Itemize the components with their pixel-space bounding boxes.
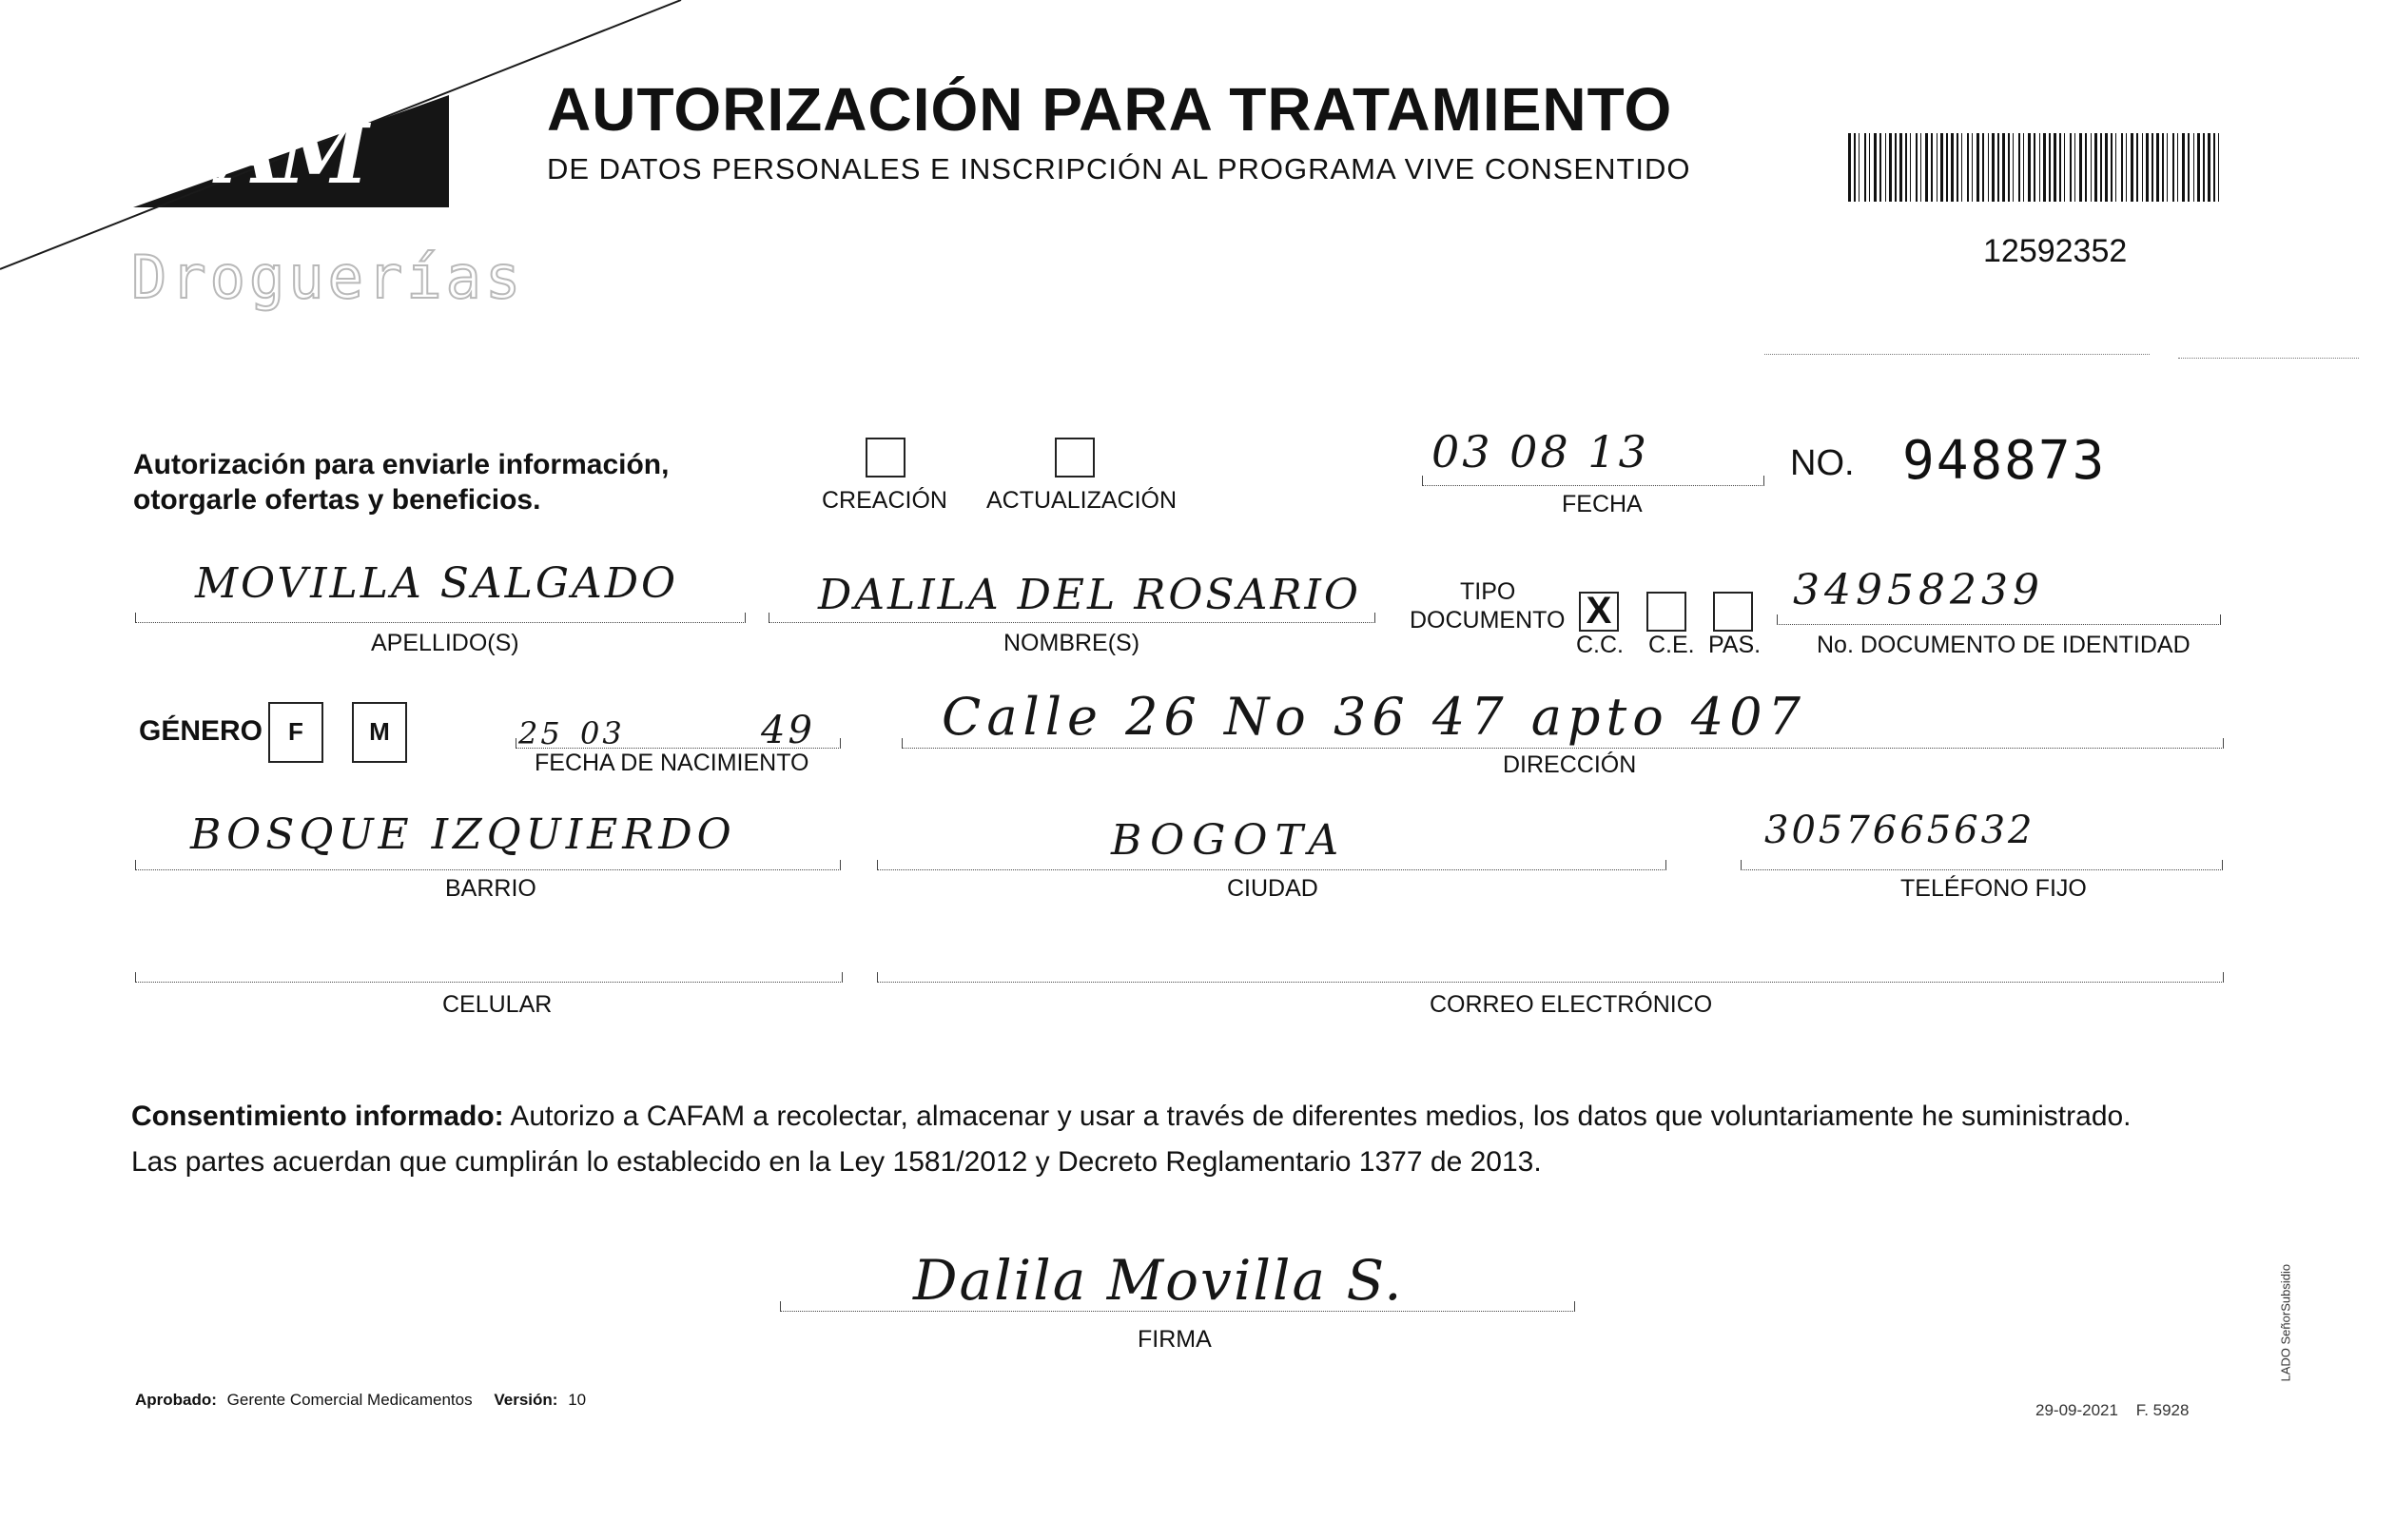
barcode-bar bbox=[2218, 133, 2219, 202]
form-title: AUTORIZACIÓN PARA TRATAMIENTO bbox=[547, 75, 1673, 144]
celular-line[interactable] bbox=[135, 972, 843, 983]
barcode-bar bbox=[1940, 133, 1943, 202]
barcode-bar bbox=[1976, 133, 1979, 202]
barcode-bar bbox=[2064, 133, 2065, 202]
barcode-bar bbox=[2188, 133, 2190, 202]
cc-checkbox[interactable]: X bbox=[1579, 592, 1619, 632]
genero-label: GÉNERO bbox=[139, 715, 263, 747]
barcode-bar bbox=[2074, 133, 2075, 202]
barcode-bar bbox=[1879, 133, 1881, 202]
logo-mark: AM bbox=[219, 107, 365, 203]
intro-line-1: Autorización para enviarle información, bbox=[133, 449, 670, 480]
barcode-bar bbox=[2028, 133, 2031, 202]
celular-label: CELULAR bbox=[442, 991, 553, 1018]
nacimiento-day: 25 bbox=[518, 715, 563, 751]
barrio-value: BOSQUE IZQUIERDO bbox=[190, 810, 736, 859]
version-label: Versión: bbox=[494, 1391, 558, 1409]
ciudad-line[interactable] bbox=[877, 860, 1666, 870]
barcode-bar bbox=[2085, 133, 2087, 202]
ce-label: C.E. bbox=[1648, 632, 1695, 658]
logo-subtitle: Droguerías bbox=[131, 243, 525, 312]
barcode-bar bbox=[2126, 133, 2127, 202]
pas-label: PAS. bbox=[1708, 632, 1762, 658]
consentimiento-line-1 bbox=[131, 1094, 2224, 1140]
version-value: 10 bbox=[568, 1391, 587, 1409]
barcode-number: 12592352 bbox=[1983, 233, 2128, 269]
telefono-value: 3057665632 bbox=[1764, 809, 2035, 852]
barcode-bar bbox=[1992, 133, 1995, 202]
barcode-bar bbox=[2146, 133, 2149, 202]
barcode-bar bbox=[2013, 133, 2014, 202]
consentimiento-body: Autorizo a CAFAM a recolectar, almacenar y usar a través de diferentes medios, los datos que voluntariamente he suministrado. bbox=[503, 1101, 2132, 1132]
nombres-line[interactable] bbox=[769, 613, 1375, 623]
ciudad-label: CIUDAD bbox=[1227, 875, 1318, 902]
barcode-bar bbox=[2121, 133, 2123, 202]
genero-f-box[interactable]: F bbox=[268, 702, 323, 763]
barcode-bar bbox=[2008, 133, 2010, 202]
firma-line[interactable] bbox=[780, 1301, 1575, 1312]
barcode-bar bbox=[2152, 133, 2153, 202]
barcode-bar bbox=[1869, 133, 1870, 202]
footer-right bbox=[2035, 1401, 2189, 1420]
barcode bbox=[1848, 133, 2225, 202]
barcode-bar bbox=[1961, 133, 1962, 202]
documento-value: 34958239 bbox=[1793, 566, 2044, 614]
barcode-bar bbox=[2023, 133, 2024, 202]
barcode-bar bbox=[1951, 133, 1954, 202]
barcode-bar bbox=[1854, 133, 1856, 202]
correo-label: CORREO ELECTRÓNICO bbox=[1430, 991, 1713, 1018]
barcode-bar bbox=[2094, 133, 2097, 202]
barcode-bar bbox=[2091, 133, 2092, 202]
consentimiento-text bbox=[131, 1094, 2224, 1185]
cc-label: C.C. bbox=[1576, 632, 1624, 658]
intro-line-2: otorgarle ofertas y beneficios. bbox=[133, 484, 541, 516]
barcode-bar bbox=[1920, 133, 1921, 202]
fecha-line[interactable] bbox=[1422, 476, 1764, 486]
barcode-bar bbox=[2059, 133, 2061, 202]
barcode-bar bbox=[2039, 133, 2040, 202]
barcode-bar bbox=[1957, 133, 1958, 202]
barcode-bar bbox=[2142, 133, 2143, 202]
barcode-bar bbox=[1874, 133, 1877, 202]
barcode-bar bbox=[2105, 133, 2108, 202]
ce-checkbox[interactable] bbox=[1646, 592, 1686, 632]
telefono-line[interactable] bbox=[1741, 860, 2223, 870]
documento-line[interactable] bbox=[1777, 614, 2221, 625]
barcode-bar bbox=[1997, 133, 1999, 202]
tipo-label-2: DOCUMENTO bbox=[1410, 607, 1566, 634]
correo-line[interactable] bbox=[877, 972, 2224, 983]
barcode-bar bbox=[2034, 133, 2035, 202]
nacimiento-month: 03 bbox=[580, 715, 625, 751]
nacimiento-year: 49 bbox=[761, 709, 815, 752]
header-divider-left bbox=[1764, 354, 2150, 355]
barcode-bar bbox=[2167, 133, 2168, 202]
barcode-bar bbox=[1885, 133, 1886, 202]
barcode-bar bbox=[1988, 133, 1989, 202]
pas-checkbox[interactable] bbox=[1713, 592, 1753, 632]
telefono-label: TELÉFONO FIJO bbox=[1900, 875, 2087, 902]
nacimiento-label: FECHA DE NACIMIENTO bbox=[535, 750, 809, 776]
tipo-label-1: TIPO bbox=[1460, 578, 1516, 605]
numero-value: 948873 bbox=[1902, 430, 2107, 492]
barcode-bar bbox=[2208, 133, 2210, 202]
barcode-bar bbox=[2162, 133, 2164, 202]
numero-label: NO. bbox=[1790, 443, 1855, 483]
barcode-bar bbox=[2018, 133, 2020, 202]
barcode-bar bbox=[1859, 133, 1860, 202]
nacimiento-line[interactable] bbox=[516, 738, 841, 749]
barcode-bar bbox=[1925, 133, 1928, 202]
apellidos-line[interactable] bbox=[135, 613, 746, 623]
intro-text bbox=[133, 447, 669, 517]
barcode-bar bbox=[2172, 133, 2174, 202]
header-divider-right bbox=[2178, 358, 2359, 359]
consentimiento-line-2: Las partes acuerdan que cumplirán lo establecido en la Ley 1581/2012 y Decreto Reglamentario 1377 de 2013. bbox=[131, 1146, 1542, 1178]
barcode-bar bbox=[1895, 133, 1897, 202]
barcode-bar bbox=[1946, 133, 1948, 202]
barcode-bar bbox=[2054, 133, 2056, 202]
barrio-line[interactable] bbox=[135, 860, 841, 870]
barcode-bar bbox=[2197, 133, 2200, 202]
barcode-bar bbox=[1889, 133, 1892, 202]
direccion-label: DIRECCIÓN bbox=[1503, 751, 1637, 778]
barcode-bar bbox=[2182, 133, 2185, 202]
barcode-bar bbox=[1864, 133, 1866, 202]
barcode-bar bbox=[2111, 133, 2113, 202]
apellidos-value: MOVILLA SALGADO bbox=[195, 559, 679, 608]
fecha-value: 03 08 13 bbox=[1431, 426, 1649, 478]
barcode-bar bbox=[1967, 133, 1969, 202]
form-subtitle: DE DATOS PERSONALES E INSCRIPCIÓN AL PROGRAMA VIVE CONSENTIDO bbox=[547, 152, 1691, 185]
signature: Dalila Movilla S. bbox=[913, 1248, 1404, 1313]
barcode-bar bbox=[1905, 133, 1907, 202]
barcode-bar bbox=[2213, 133, 2215, 202]
nombres-value: DALILA DEL ROSARIO bbox=[818, 571, 1361, 619]
barcode-bar bbox=[2136, 133, 2138, 202]
barcode-bar bbox=[1972, 133, 1973, 202]
barcode-bar bbox=[1899, 133, 1902, 202]
genero-m-box[interactable]: M bbox=[352, 702, 407, 763]
aprobado-label: Aprobado: bbox=[135, 1391, 217, 1409]
nombres-label: NOMBRE(S) bbox=[1003, 630, 1140, 656]
firma-label: FIRMA bbox=[1138, 1326, 1212, 1353]
barrio-label: BARRIO bbox=[445, 875, 536, 902]
barcode-bar bbox=[2115, 133, 2116, 202]
footer-form-code: F. 5928 bbox=[2135, 1401, 2190, 1419]
barcode-bar bbox=[1982, 133, 1984, 202]
barcode-bar bbox=[1910, 133, 1911, 202]
barcode-bar bbox=[2079, 133, 2082, 202]
direccion-line[interactable] bbox=[902, 738, 2224, 749]
footer-date: 29-09-2021 bbox=[2035, 1401, 2118, 1419]
barcode-bar bbox=[2070, 133, 2072, 202]
barcode-bar bbox=[2100, 133, 2102, 202]
apellidos-label: APELLIDO(S) bbox=[371, 630, 519, 656]
side-text: LADO SeñorSubsidio bbox=[2278, 1263, 2293, 1382]
creacion-checkbox[interactable] bbox=[866, 438, 905, 478]
barcode-bar bbox=[2043, 133, 2046, 202]
ciudad-value: BOGOTA bbox=[1111, 816, 1347, 865]
barcode-bar bbox=[2049, 133, 2051, 202]
consentimiento-bold: Consentimiento informado: bbox=[131, 1101, 504, 1132]
footer-left bbox=[135, 1391, 586, 1410]
barcode-bar bbox=[2193, 133, 2194, 202]
actualizacion-checkbox[interactable] bbox=[1055, 438, 1095, 478]
actualizacion-label: ACTUALIZACIÓN bbox=[986, 487, 1178, 514]
barcode-bar bbox=[2002, 133, 2005, 202]
barcode-bar bbox=[1848, 133, 1851, 202]
barcode-bar bbox=[2156, 133, 2159, 202]
fecha-label: FECHA bbox=[1562, 491, 1643, 517]
barcode-bar bbox=[1916, 133, 1918, 202]
documento-label: No. DOCUMENTO DE IDENTIDAD bbox=[1817, 632, 2191, 658]
aprobado-value: Gerente Comercial Medicamentos bbox=[226, 1391, 473, 1409]
barcode-bar bbox=[2131, 133, 2133, 202]
barcode-bar bbox=[2203, 133, 2205, 202]
direccion-value: Calle 26 No 36 47 apto 407 bbox=[942, 687, 1806, 747]
barcode-bar bbox=[2177, 133, 2178, 202]
creacion-label: CREACIÓN bbox=[822, 487, 947, 514]
barcode-bar bbox=[1931, 133, 1933, 202]
side-text-container bbox=[2276, 1213, 2295, 1394]
